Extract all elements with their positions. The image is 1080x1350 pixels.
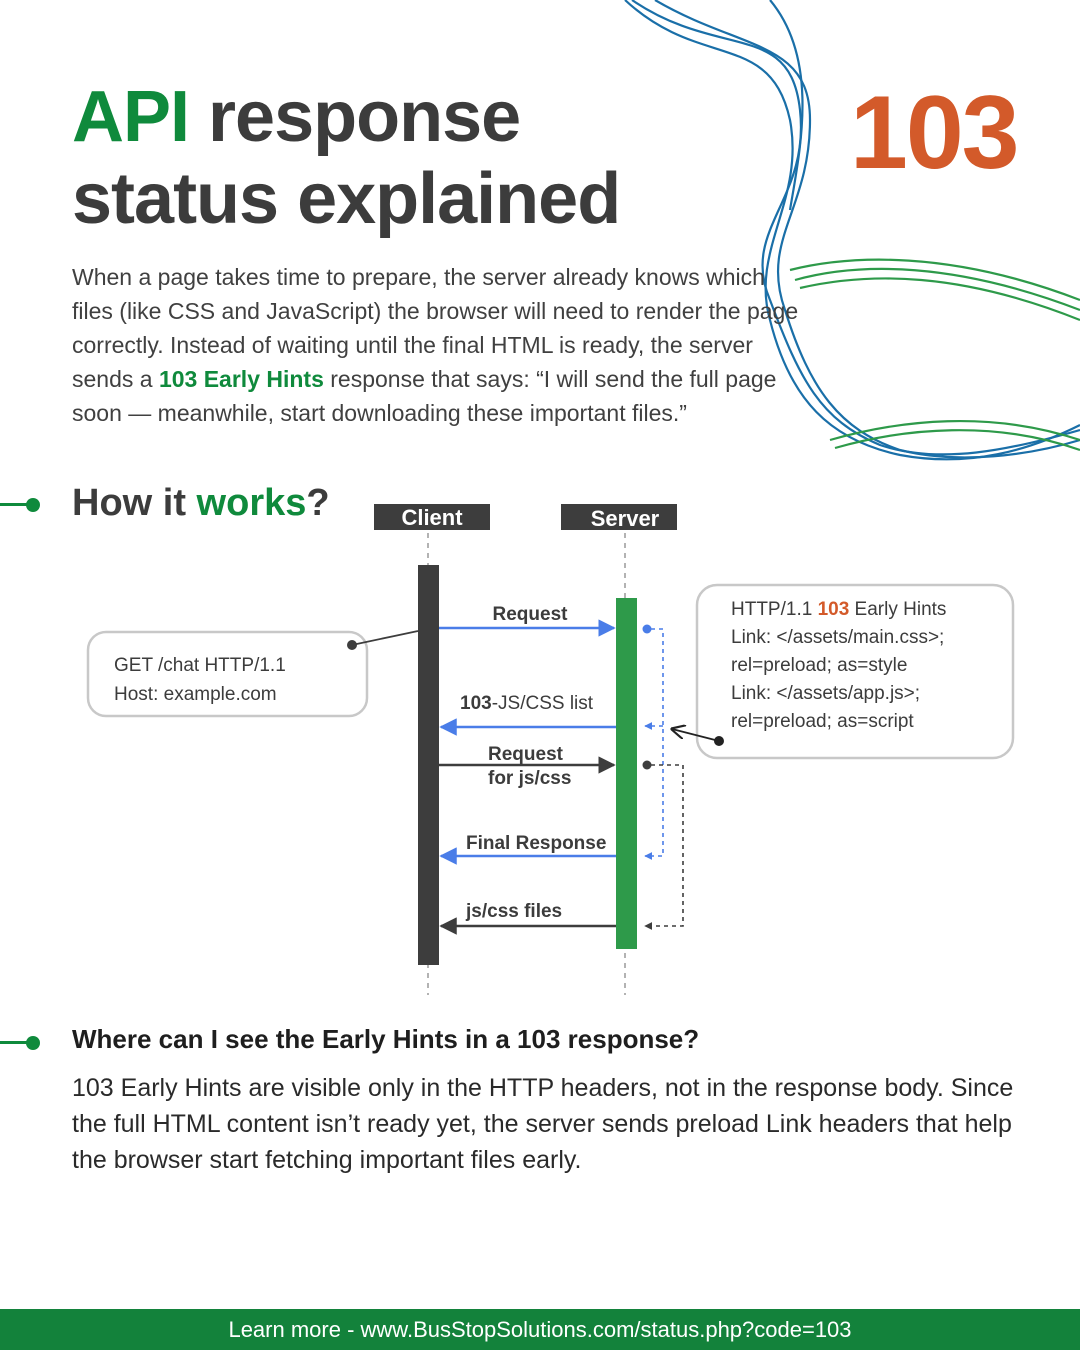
page-title	[72, 76, 620, 240]
faq-bullet-dot	[26, 1036, 40, 1050]
client-label: Client	[401, 505, 463, 530]
intro-text-before: When a page takes time to prepare, the server already knows which files (like CSS and JavaScript) the browser will need to render the page correctly. Instead of waiting until the final HTML is ready, the server sends a	[72, 264, 799, 392]
response-line-1-suffix: Early Hints	[849, 599, 947, 620]
status-code: 103	[850, 75, 1018, 191]
response-line-1-prefix: HTTP/1.1	[731, 599, 818, 620]
how-suffix: ?	[306, 482, 330, 524]
dark-processing-loop	[645, 765, 683, 926]
intro-paragraph	[72, 260, 802, 430]
hints-label	[460, 693, 594, 714]
faq-answer: 103 Early Hints are visible only in the HTTP headers, not in the response body. Since the full HTML content isn’t ready yet, the server sends preload Link headers that help the browser start fetching important files early.	[72, 1074, 1014, 1174]
request-assets-label-1: Request	[488, 744, 563, 765]
request-line-2: Host: example.com	[114, 684, 277, 705]
response-line-3: rel=preload; as=style	[731, 655, 908, 676]
response-line-2: Link: </assets/main.css>;	[731, 627, 945, 648]
sequence-diagram	[0, 495, 1080, 1005]
response-line-1	[731, 599, 946, 620]
request-line-1: GET /chat HTTP/1.1	[114, 655, 286, 676]
assets-label: js/css files	[466, 901, 563, 922]
server-label: Server	[590, 506, 660, 531]
blue-loop-start	[643, 625, 652, 634]
how-accent: works	[196, 482, 307, 524]
title-line1-rest: response	[189, 77, 521, 157]
intro-highlight: 103 Early Hints	[158, 366, 324, 392]
request-callout-dot	[347, 640, 357, 650]
response-line-5: rel=preload; as=script	[731, 711, 914, 732]
how-prefix: How it	[72, 482, 197, 524]
response-line-4: Link: </assets/app.js>;	[731, 683, 921, 704]
title-line2: status explained	[72, 159, 621, 239]
intro-text-after: response that says: “I will send the full page soon — meanwhile, start downloading these important files.”	[72, 366, 777, 426]
blue-processing-loop	[645, 629, 663, 856]
title-accent: API	[72, 77, 190, 157]
hints-rest: -JS/CSS list	[491, 693, 594, 714]
hints-code: 103	[460, 693, 492, 714]
server-activation-bar	[616, 598, 637, 949]
final-response-label: Final Response	[466, 833, 607, 854]
faq-question: Where can I see the Early Hints in a 103 response?	[72, 1024, 700, 1054]
request-label: Request	[492, 604, 568, 625]
footer-link[interactable]: Learn more - www.BusStopSolutions.com/status.php?code=103	[0, 1309, 1080, 1350]
dark-loop-start	[643, 761, 652, 770]
response-callout-dot	[714, 736, 724, 746]
client-activation-bar	[418, 565, 439, 965]
request-assets-label-2: for js/css	[488, 768, 572, 789]
response-line-1-code: 103	[817, 599, 850, 620]
